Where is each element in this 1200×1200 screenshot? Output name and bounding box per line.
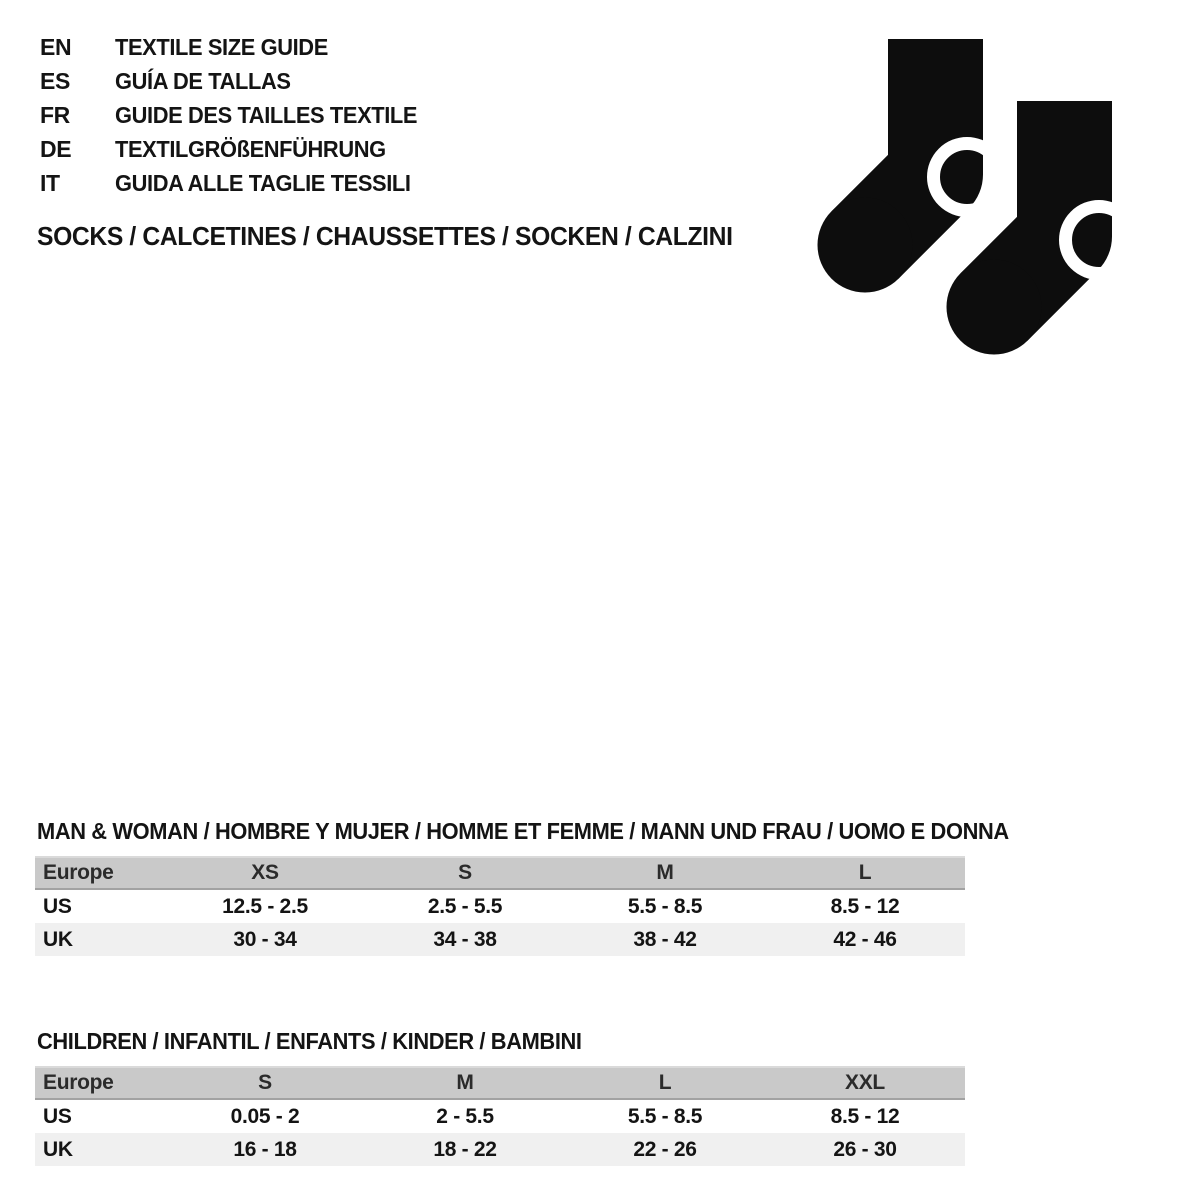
table-row-uk xyxy=(35,923,965,956)
column-header-m: M xyxy=(456,1071,474,1094)
language-code: ES xyxy=(40,67,70,94)
guide-title-en: TEXTILE SIZE GUIDE xyxy=(115,33,328,60)
size-value: 5.5 - 8.5 xyxy=(627,1104,703,1128)
size-value: 0.05 - 2 xyxy=(230,1104,300,1128)
language-code: EN xyxy=(40,33,72,60)
table-header-row xyxy=(35,856,965,890)
column-header-m: M xyxy=(656,861,674,884)
size-value: 2.5 - 5.5 xyxy=(427,894,503,918)
table-row-us xyxy=(35,890,965,923)
language-code: DE xyxy=(40,135,72,162)
size-value: 8.5 - 12 xyxy=(830,894,900,918)
row-label: US xyxy=(43,894,72,918)
table-row-us xyxy=(35,1100,965,1133)
guide-title-de: TEXTILGRÖßENFÜHRUNG xyxy=(115,135,386,162)
socks-icon xyxy=(812,25,1152,360)
size-value: 12.5 - 2.5 xyxy=(222,894,308,918)
language-row-de xyxy=(40,132,433,166)
column-header-l: L xyxy=(658,1071,672,1094)
section-title-children: CHILDREN / INFANTIL / ENFANTS / KINDER / BAMBINI xyxy=(37,1028,582,1054)
column-header-europe: Europe xyxy=(43,861,114,884)
product-category-line: SOCKS / CALCETINES / CHAUSSETTES / SOCKEN / CALZINI xyxy=(37,221,733,251)
size-value: 26 - 30 xyxy=(833,1137,897,1161)
row-label: UK xyxy=(43,927,73,951)
section-title-man-woman: MAN & WOMAN / HOMBRE Y MUJER / HOMME ET FEMME / MANN UND FRAU / UOMO E DONNA xyxy=(37,818,1009,844)
column-header-xs: XS xyxy=(251,861,279,884)
column-header-europe: Europe xyxy=(43,1071,114,1094)
size-value: 42 - 46 xyxy=(833,927,897,951)
guide-title-fr: GUIDE DES TAILLES TEXTILE xyxy=(115,101,418,128)
size-table-children xyxy=(35,1066,965,1166)
row-label: UK xyxy=(43,1137,73,1161)
size-value: 34 - 38 xyxy=(433,927,497,951)
language-row-it xyxy=(40,166,433,200)
size-value: 18 - 22 xyxy=(433,1137,497,1161)
column-header-s: S xyxy=(458,861,472,884)
column-header-l: L xyxy=(858,861,872,884)
language-title-list xyxy=(40,30,433,200)
language-code: FR xyxy=(40,101,70,128)
table-row-uk xyxy=(35,1133,965,1166)
language-row-fr xyxy=(40,98,433,132)
language-row-en xyxy=(40,30,433,64)
size-value: 30 - 34 xyxy=(233,927,297,951)
guide-title-es: GUÍA DE TALLAS xyxy=(115,67,291,94)
language-row-es xyxy=(40,64,433,98)
size-value: 16 - 18 xyxy=(233,1137,297,1161)
guide-title-it: GUIDA ALLE TAGLIE TESSILI xyxy=(115,169,411,196)
column-header-xxl: XXL xyxy=(845,1071,885,1094)
row-label: US xyxy=(43,1104,72,1128)
size-value: 38 - 42 xyxy=(633,927,697,951)
sock-left xyxy=(818,39,1001,293)
language-code: IT xyxy=(40,169,60,196)
size-value: 8.5 - 12 xyxy=(830,1104,900,1128)
size-value: 22 - 26 xyxy=(633,1137,697,1161)
size-value: 2 - 5.5 xyxy=(436,1104,494,1128)
table-header-row xyxy=(35,1066,965,1100)
column-header-s: S xyxy=(258,1071,272,1094)
size-table-man-woman xyxy=(35,856,965,956)
size-value: 5.5 - 8.5 xyxy=(627,894,703,918)
